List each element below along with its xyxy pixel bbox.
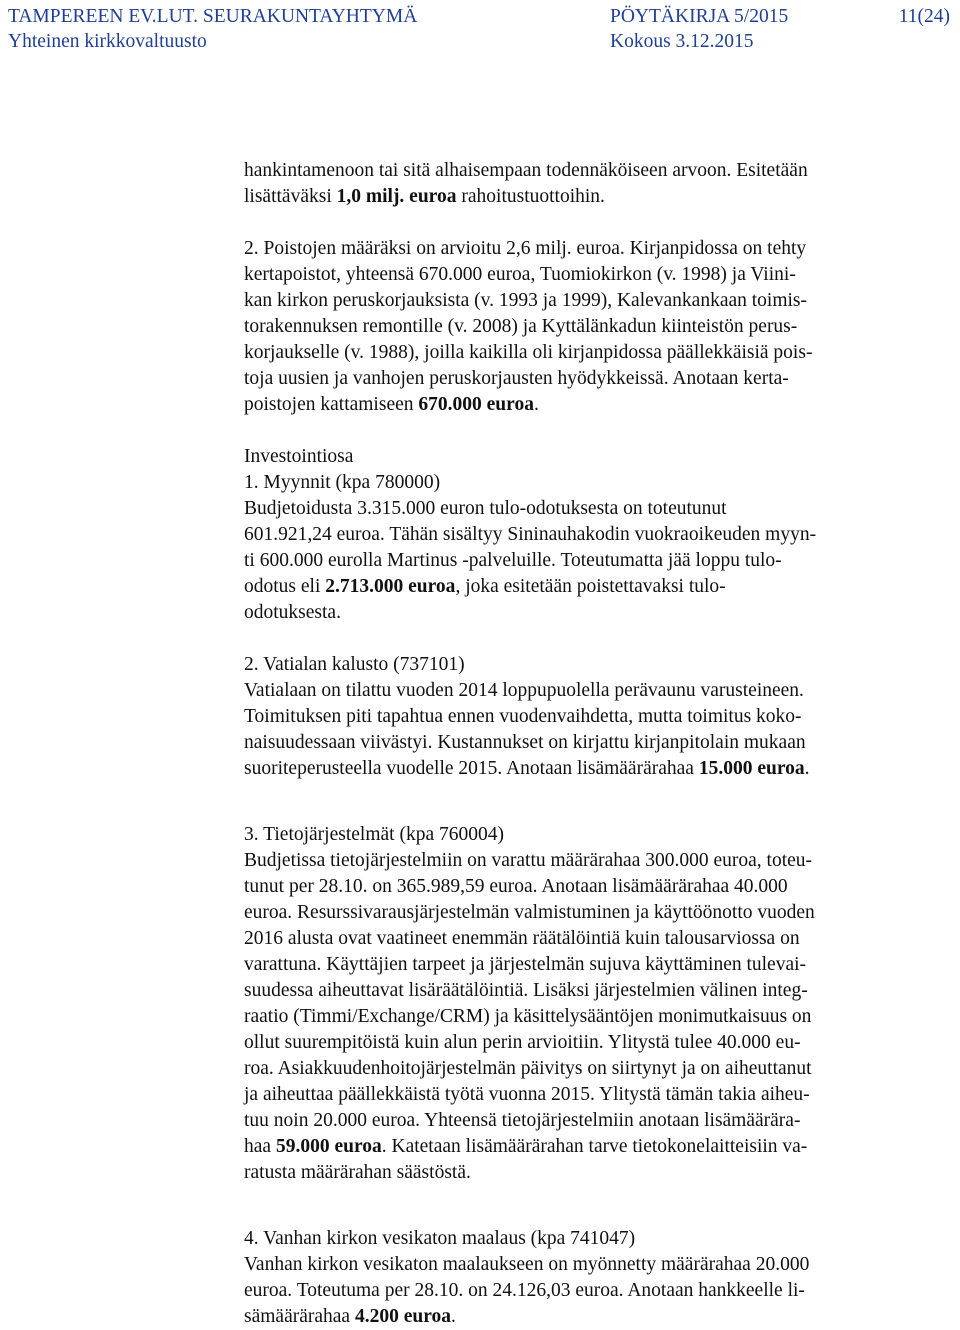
item-heading-it-systems: 3. Tietojärjestelmät (kpa 760004) — [244, 824, 504, 845]
text-line — [244, 756, 904, 782]
protocol-number: PÖYTÄKIRJA 5/2015 — [610, 6, 789, 27]
text-line: odotuksesta. — [244, 602, 341, 623]
text-line: euroa. Toteutuma per 28.10. on 24.126,03 euroa. Anotaan hankkeelle li- — [244, 1280, 805, 1301]
text-run: odotus eli — [244, 576, 326, 597]
text-run: poistojen kattamiseen — [244, 394, 419, 415]
bold-amount: 4.200 euroa — [354, 1306, 452, 1327]
text-line: toja uusien ja vanhojen peruskorjausten hyödykkeissä. Anotaan kerta- — [244, 368, 789, 389]
text-run: haa — [244, 1136, 276, 1157]
header-row-top — [8, 4, 950, 29]
text-run: . — [533, 394, 539, 415]
text-line: ti 600.000 eurolla Martinus -palveluille. Toteutumatta jää loppu tulo- — [244, 550, 782, 571]
text-run: lisättäväksi — [244, 186, 337, 207]
meeting-date: Kokous 3.12.2015 — [610, 31, 754, 52]
depreciation-paragraph — [244, 236, 904, 418]
text-line: hankintamenoon tai sitä alhaisempaan todennäköiseen arvoon. Esitetään — [244, 160, 808, 181]
text-line: kan kirkon peruskorjauksista (v. 1993 ja 1999), Kalevankankaan toimis- — [244, 290, 808, 311]
text-line: tunut per 28.10. on 365.989,59 euroa. Anotaan lisämäärärahaa 40.000 — [244, 876, 788, 897]
text-line: 601.921,24 euroa. Tähän sisältyy Sininauhakodin vuokraoikeuden myyn- — [244, 524, 817, 545]
text-line — [244, 392, 904, 418]
text-line: Vatialaan on tilattu vuoden 2014 loppupuolella perävaunu varusteineen. — [244, 680, 804, 701]
investment-item-2 — [244, 652, 904, 782]
document-body — [244, 158, 904, 1330]
text-line: Vanhan kirkon vesikaton maalaukseen on myönnetty määrärahaa 20.000 — [244, 1254, 810, 1275]
text-line: kertapoistot, yhteensä 670.000 euroa, Tuomiokirkon (v. 1998) ja Viini- — [244, 264, 796, 285]
item-heading-sales: 1. Myynnit (kpa 780000) — [244, 472, 441, 493]
text-line: naisuudessaan viivästyi. Kustannukset on kirjattu kirjanpitolain mukaan — [244, 732, 806, 753]
intro-paragraph — [244, 158, 904, 210]
bold-amount: 670.000 euroa — [418, 394, 534, 415]
text-run: suoriteperusteella vuodelle 2015. Anotaan lisämäärärahaa — [244, 758, 699, 779]
item-heading-roof-painting: 4. Vanhan kirkon vesikaton maalaus (kpa 741047) — [244, 1228, 636, 1249]
text-run: rahoitustuottoihin. — [456, 186, 605, 207]
text-line — [244, 184, 904, 210]
bold-amount: 15.000 euroa — [698, 758, 805, 779]
text-line: ratusta määrärahan säästöstä. — [244, 1162, 471, 1183]
text-line: tuu noin 20.000 euroa. Yhteensä tietojärjestelmiin anotaan lisämäärära- — [244, 1110, 801, 1131]
organization-name: TAMPEREEN EV.LUT. SEURAKUNTAYHTYMÄ — [8, 6, 418, 27]
page-header — [8, 4, 950, 54]
text-line: ja aiheuttaa päällekkäistä työtä vuonna 2015. Ylitystä tämän takia aiheu- — [244, 1084, 810, 1105]
bold-amount: 59.000 euroa — [275, 1136, 382, 1157]
text-run: , joka esitetään poistettavaksi tulo- — [455, 576, 726, 597]
text-line — [244, 574, 904, 600]
text-line: raatio (Timmi/Exchange/CRM) ja käsittelysääntöjen monimutkaisuus on — [244, 1006, 812, 1027]
text-run: . — [804, 758, 810, 779]
text-run: sämäärärahaa — [244, 1306, 355, 1327]
item-heading-vatiala: 2. Vatialan kalusto (737101) — [244, 654, 465, 675]
investment-item-3 — [244, 822, 904, 1186]
governing-body-name: Yhteinen kirkkovaltuusto — [8, 31, 207, 52]
text-run: . — [451, 1306, 456, 1327]
text-line: Budjetoidusta 3.315.000 euron tulo-odotuksesta on toteutunut — [244, 498, 727, 519]
text-line: varattuna. Käyttäjien tarpeet ja järjestelmän sujuva käyttäminen tulevai- — [244, 954, 807, 975]
text-line: korjaukselle (v. 1988), joilla kaikilla oli kirjanpidossa päällekkäisiä pois- — [244, 342, 813, 363]
text-line: Toimituksen piti tapahtua ennen vuodenvaihdetta, mutta toimitus koko- — [244, 706, 802, 727]
text-line: 2. Poistojen määräksi on arvioitu 2,6 milj. euroa. Kirjanpidossa on tehty — [244, 238, 807, 259]
text-run: . Katetaan lisämäärärahan tarve tietokonelaitteisiin va- — [381, 1136, 808, 1157]
text-line: torakennuksen remontille (v. 2008) ja Kyttälänkadun kiinteistön perus- — [244, 316, 798, 337]
text-line: suudessa aiheuttavat lisäräätälöintiä. Lisäksi järjestelmien välinen integ- — [244, 980, 808, 1001]
bold-amount: 2.713.000 euroa — [325, 576, 456, 597]
text-line: Budjetissa tietojärjestelmiin on varattu määrärahaa 300.000 euroa, toteu- — [244, 850, 813, 871]
text-line: euroa. Resurssivarausjärjestelmän valmistuminen ja käyttöönotto vuoden — [244, 902, 815, 923]
text-line: roa. Asiakkuudenhoitojärjestelmän päivitys on siirtynyt ja on aiheuttanut — [244, 1058, 812, 1079]
investment-section — [244, 444, 904, 626]
bold-amount: 1,0 milj. euroa — [336, 186, 457, 207]
section-title: Investointiosa — [244, 446, 354, 467]
page-number: 11(24) — [898, 6, 950, 27]
header-row-bottom — [8, 29, 950, 54]
investment-item-4 — [244, 1226, 904, 1330]
text-line — [244, 1304, 904, 1330]
text-line: ollut suurempitöistä kuin alun perin arvioitiin. Ylitystä tulee 40.000 eu- — [244, 1032, 801, 1053]
text-line: 2016 alusta ovat vaatineet enemmän räätälöintiä kuin talousarviossa on — [244, 928, 800, 949]
text-line — [244, 1134, 904, 1160]
